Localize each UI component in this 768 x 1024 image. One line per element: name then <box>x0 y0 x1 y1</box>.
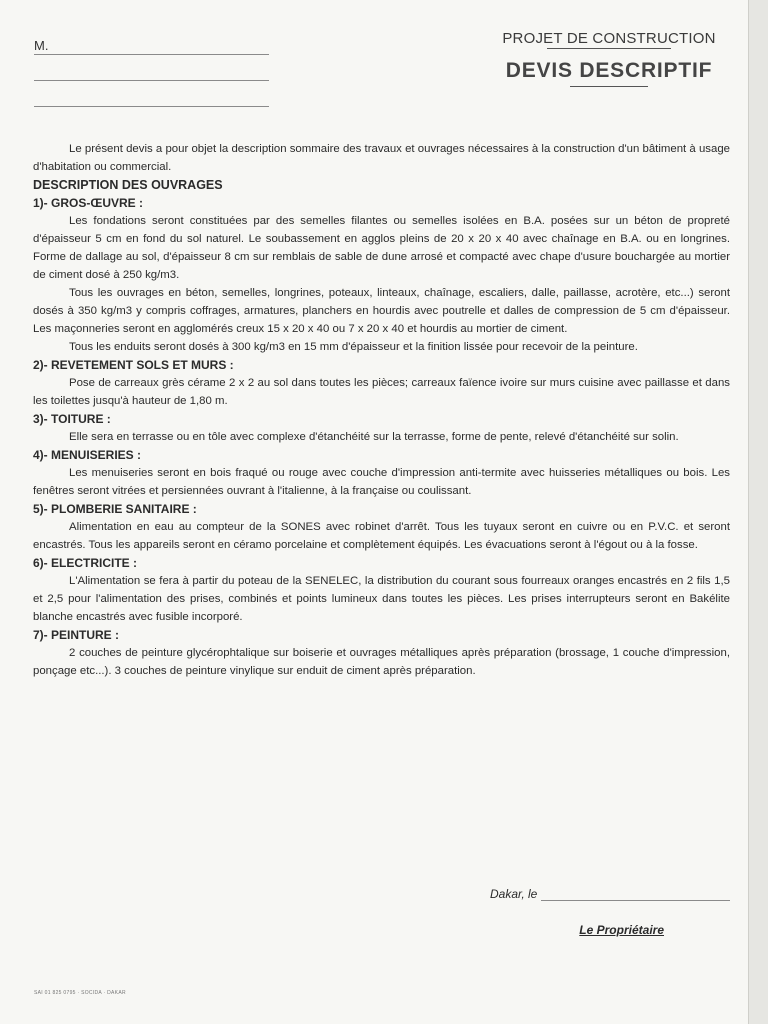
project-label: PROJET DE CONSTRUCTION <box>502 30 716 47</box>
document-header <box>478 30 740 87</box>
description-title: DESCRIPTION DES OUVRAGES <box>33 178 223 192</box>
recipient-line-2 <box>34 56 269 81</box>
date-fill-line <box>541 886 730 901</box>
page-edge <box>748 0 768 1024</box>
signature-block <box>490 886 730 937</box>
section-paragraph: Les fondations seront constituées par des semelles filantes ou semelles isolées en B.A. posées sur un béton de propreté d'épaisseur 5 cm en fond du sol naturel. Le soubassement en agglos pleins de 20 x 20 x 40 avec chaînage en B.A. ou en longrines. Forme de dallage au sol, d'épaisseur 8 cm sur remblais de sable de dune arrosé et compacté avec chape d'usure bouchargée au mortier de ciment dosé à 250 kg/m3. <box>33 215 730 281</box>
print-reference: SAI 01 825 0795 · SOCIDA · DAKAR <box>34 990 126 996</box>
section-paragraph: Tous les ouvrages en béton, semelles, longrines, poteaux, linteaux, chaînage, escaliers, dalle, paillasse, acrotère, etc...) seront dosés à 350 kg/m3 y compris coffrages, armatures, planchers en hourdis avec poutrelle et dalles de compression de 5 cm d'épaisseur. Les maçonneries seront en agglomérés creux 15 x 20 x 40 ou 7 x 20 x 40 et hourdis au mortier de ciment. <box>33 287 730 335</box>
project-underline <box>547 48 671 49</box>
page-title: DEVIS DESCRIPTIF <box>505 59 713 82</box>
recipient-line-1 <box>34 30 269 55</box>
section-electricite <box>33 554 730 626</box>
section-paragraph: Alimentation en eau au compteur de la SONES avec robinet d'arrêt. Tous les tuyaux seront en cuivre ou en P.V.C. et seront encastrés. Tous les appareils seront en céramo porcelaine et complètement équipés. Les évacuations seront à l'égout ou à la fosse. <box>33 521 730 551</box>
section-paragraph: Pose de carreaux grès cérame 2 x 2 au sol dans toutes les pièces; carreaux faïence ivoire sur murs cuisine avec paillasse et dans les toilettes jusqu'à hauteur de 1,80 m. <box>33 377 730 407</box>
recipient-prefix: M. <box>34 38 49 53</box>
place-date-label: Dakar, le <box>490 887 538 901</box>
recipient-line-3 <box>34 82 269 107</box>
section-toiture <box>33 410 730 446</box>
section-paragraph: L'Alimentation se fera à partir du poteau de la SENELEC, la distribution du courant sous fourreaux oranges encastrés en 2 fils 1,5 et 2,5 pour l'alimentation des prises, combinés et points lumineux dans toutes les pièces. Les prises interrupteurs seront en Bakélite blanche encastrés avec fusible incorporé. <box>33 575 730 623</box>
date-line <box>490 886 730 901</box>
owner-signature-label: Le Propriétaire <box>579 923 664 937</box>
section-paragraph: Les menuiseries seront en bois fraqué ou rouge avec couche d'impression anti-termite avec huisseries métalliques ou bois. Les fenêtres seront vitrées et persiennées ouvrant à l'italienne, à la française ou coulissant. <box>33 467 730 497</box>
recipient-block <box>34 30 269 108</box>
section-title: 7)- PEINTURE : <box>33 628 120 642</box>
section-paragraph: Elle sera en terrasse ou en tôle avec complexe d'étanchéité sur la terrasse, forme de pente, relevé d'étanchéité sur solin. <box>69 431 679 443</box>
section-menuiseries <box>33 446 730 500</box>
section-revetement <box>33 356 730 410</box>
section-title: 2)- REVETEMENT SOLS ET MURS : <box>33 358 234 372</box>
section-title: 4)- MENUISERIES : <box>33 448 142 462</box>
section-title: 1)- GROS-ŒUVRE : <box>33 196 144 210</box>
section-plomberie <box>33 500 730 554</box>
document-body <box>33 140 730 680</box>
section-title: 6)- ELECTRICITE : <box>33 556 137 570</box>
section-title: 3)- TOITURE : <box>33 412 111 426</box>
section-gros-oeuvre <box>33 194 730 356</box>
intro-paragraph: Le présent devis a pour objet la description sommaire des travaux et ouvrages nécessaires à la construction d'un bâtiment à usage d'habitation ou commercial. <box>33 143 730 173</box>
section-paragraph: 2 couches de peinture glycérophtalique sur boiserie et ouvrages métalliques après préparation (brossage, 1 couche d'impression, ponçage etc...). 3 couches de peinture vinylique sur enduit de ciment après préparation. <box>33 647 730 677</box>
section-paragraph: Tous les enduits seront dosés à 300 kg/m3 en 15 mm d'épaisseur et la finition lissée pour recevoir de la peinture. <box>69 341 638 353</box>
section-peinture <box>33 626 730 680</box>
title-underline <box>570 86 648 87</box>
section-title: 5)- PLOMBERIE SANITAIRE : <box>33 502 197 516</box>
